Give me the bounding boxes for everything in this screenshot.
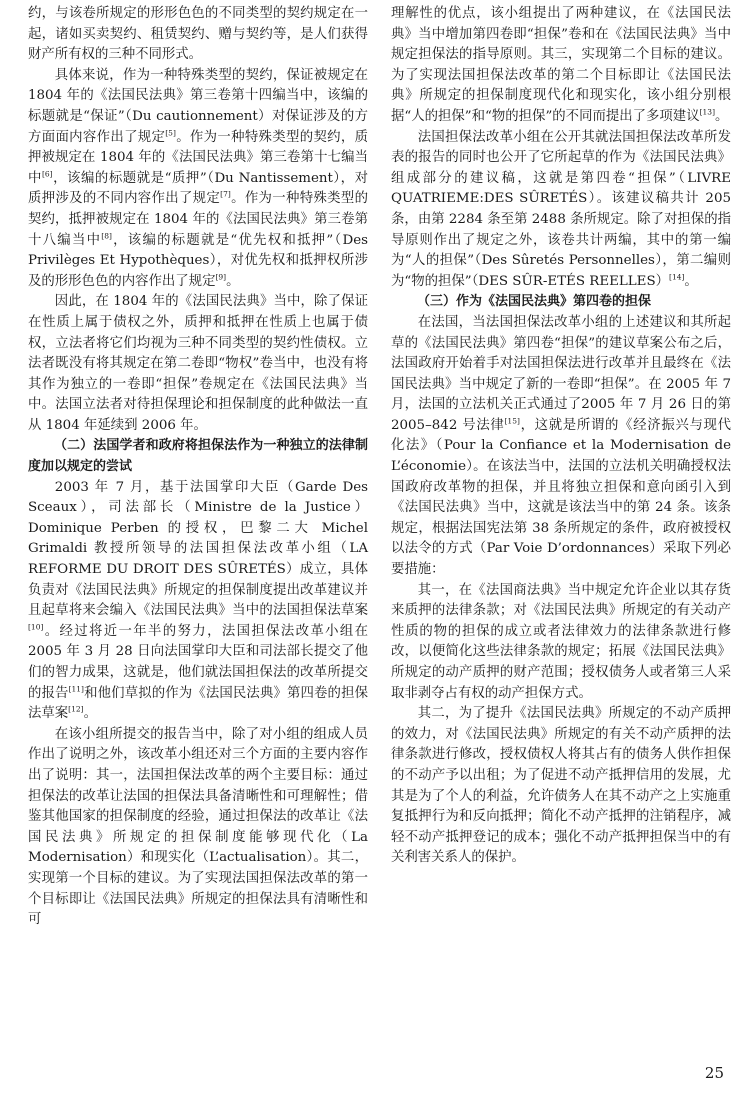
- footnote-ref: [12]: [68, 704, 84, 714]
- text-run: 法国担保法改革小组在公开其就法国担保法改革所发表的报告的同时也公开了它所起草的作为《法国民法典》组成部分的建议稿，这就是第四卷“担保”（LIVRE QUATRIEME:DES SÛRETÉS）。该建议稿共计 205 条，由第 2284 条至第 2488 条所规定。除了对担保的指导原则作出了规定之外，该卷共计两编，其中的第一编为“人的担保”（Des Sûretés Personnelles），第二编则为“物的担保”（DES SÛR-ETÉS REELLES）: [391, 129, 731, 289]
- text-run: 理解性的优点，该小组提出了两种建议，在《法国民法典》当中增加第四卷即“担保”卷和在《法国民法典》当中规定担保法的指导原则。其三，实现第二个目标的建议。为了实现法国担保法改革的第二个目标即让《法国民法典》所规定的担保制度现代化和现实化，该小组分别根据“人的担保”和“物的担保”的不同而提出了多项建议: [391, 6, 731, 124]
- paragraph: [28, 478, 368, 725]
- text-run: 。: [715, 108, 729, 124]
- footnote-ref: [10]: [28, 622, 44, 632]
- text-run: 2003 年 7 月，基于法国掌印大臣（Garde Des Sceaux），司法部长（Ministre de la Justice）Dominique Perben 的授权，巴黎二大 Michel Grimaldi 教授所领导的法国担保法改革小组（LA REFORME DU DROIT DES SÛRETÉS）成立，具体负责对《法国民法典》所规定的担保制度提出改革建议并且起草将来会编入《法国民法典》当中的法国担保法草案: [28, 479, 368, 619]
- text-run: 。经过将近一年半的努力，法国担保法改革小组在 2005 年 3 月 28 日向法国掌印大臣和司法部长提交了他们的智力成果，这就是，他们就法国担保法的改革所提交的报告: [28, 623, 368, 701]
- paragraph: [391, 128, 731, 293]
- footnote-ref: [15]: [504, 416, 520, 426]
- text-run: 。: [83, 706, 97, 722]
- footnote-ref: [11]: [68, 684, 84, 694]
- text-run: ，该编的标题就是“质押”（Du Nantissement），对质押涉及的不同内容作出了规定: [28, 170, 368, 207]
- footnote-ref: [14]: [669, 272, 685, 282]
- footnote-ref: [8]: [101, 231, 112, 241]
- text-run: 。: [226, 273, 240, 289]
- text-run: 。作为一种特殊类型的契约，质押被规定在 1804 年的《法国民法典》第三卷第十七编当中: [28, 129, 369, 186]
- paragraph: 其一，在《法国商法典》当中规定允许企业以其存货来质押的法律条款；对《法国民法典》所规定的有关动产性质的物的担保的成立或者法律效力的法律条款进行修改，以便简化这些法律条款的规定；拓展《法国民法典》所规定的动产质押的财产范围；授权债务人或者第三人采取非剥夺占有权的动产担保方式。: [391, 582, 731, 701]
- section-heading: （三）作为《法国民法典》第四卷的担保: [417, 294, 652, 310]
- paragraph: [28, 66, 368, 293]
- section-heading: （二）法国学者和政府将担保法作为一种独立的法律制度加以规定的尝试: [28, 438, 368, 475]
- paragraph: [391, 4, 731, 128]
- paragraph: 因此，在 1804 年的《法国民法典》当中，除了保证在性质上属于债权之外，质押和抵押在性质上也属于债权，立法者将它们均视为三种不同类型的契约性债权。立法者既没有将其规定在第二卷即“物权”卷当中，也没有将其作为独立的一卷即“担保”卷规定在《法国民法典》当中。法国立法者对待担保理论和担保制度的此种做法一直从 1804 年延续到 2006 年。: [28, 294, 368, 433]
- right-column: [391, 4, 731, 869]
- footnote-ref: [6]: [41, 169, 53, 179]
- footnote-ref: [7]: [220, 189, 231, 199]
- page-number: 25: [704, 1064, 724, 1082]
- paragraph: 其二，为了提升《法国民法典》所规定的不动产质押的效力，对《法国民法典》所规定的有关不动产质押的法律条款进行修改，授权债权人将其占有的债务人供作担保的不动产予以出租；为了促进不动产抵押信用的发展，尤其是为了个人的利益，允许债务人在其不动产之上实施重复抵押行为和反向抵押；简化不动产抵押的注销程序，减轻不动产抵押登记的成本；强化不动产抵押担保当中的有关利害关系人的保护。: [391, 706, 731, 866]
- text-run: 具体来说，作为一种特殊类型的契约，保证被规定在 1804 年的《法国民法典》第三卷第十四编当中，该编的标题就是“保证”（Du cautionnement）对保证涉及的方方面面内容作出了规定: [28, 67, 368, 145]
- text-run: ，这就是所谓的《经济振兴与现代化法》（Pour la Confiance et la Modernisation de L’économie）。在该法当中，法国的立法机关明确授权法国政府改革物的担保，并且将独立担保和意向函引入到《法国民法典》当中，这就是该法当中的第 24 条。该条规定，根据法国宪法第 38 条所规定的条件，政府被授权以法令的方式（Par Voie D’ordonnances）采取下列必要措施：: [391, 417, 732, 578]
- text-run: ，该编的标题就是“优先权和抵押”（Des Privilèges Et Hypothèques），对优先权和抵押权所涉及的形形色色的内容作出了规定: [28, 232, 368, 289]
- paragraph: 约，与该卷所规定的形形色色的不同类型的契约规定在一起，诸如买卖契约、租赁契约、赠与契约等，是人们获得财产所有权的三种不同形式。: [28, 6, 368, 63]
- left-column: [28, 4, 368, 931]
- footnote-ref: [13]: [699, 107, 715, 117]
- footnote-ref: [9]: [215, 272, 227, 282]
- paragraph: [391, 313, 731, 581]
- paragraph: 在该小组所提交的报告当中，除了对小组的组成人员作出了说明之外，该改革小组还对三个方面的主要内容作出了说明：其一，法国担保法改革的两个主要目标：通过担保法的改革让法国的担保法具备清晰性和可理解性；借鉴其他国家的担保制度的经验，通过担保法的改革让《法国民法典》所规定的担保制度能够现代化（La Modernisation）和现实化（L’actualisation）。其二，实现第一个目标的建议。为了实现法国担保法改革的第一个目标即让《法国民法典》所规定的担保法具有清晰性和可: [28, 726, 368, 928]
- text-run: 在法国，当法国担保法改革小组的上述建议和其所起草的《法国民法典》第四卷“担保”的建议草案公布之后，法国政府开始着手对法国担保法进行改革并且最终在《法国民法典》当中规定了新的一卷即“担保”。在 2005 年 7 月，法国的立法机关正式通过了2005 年 7 月 26 日的第 2005–842 号法律: [391, 314, 731, 433]
- footnote-ref: [5]: [165, 128, 176, 138]
- text-run: 和他们草拟的作为《法国民法典》第四卷的担保法草案: [28, 685, 369, 722]
- text-run: 。: [684, 273, 698, 289]
- text-run: 。作为一种特殊类型的契约，抵押被规定在 1804 年的《法国民法典》第三卷第十八编当中: [28, 191, 369, 248]
